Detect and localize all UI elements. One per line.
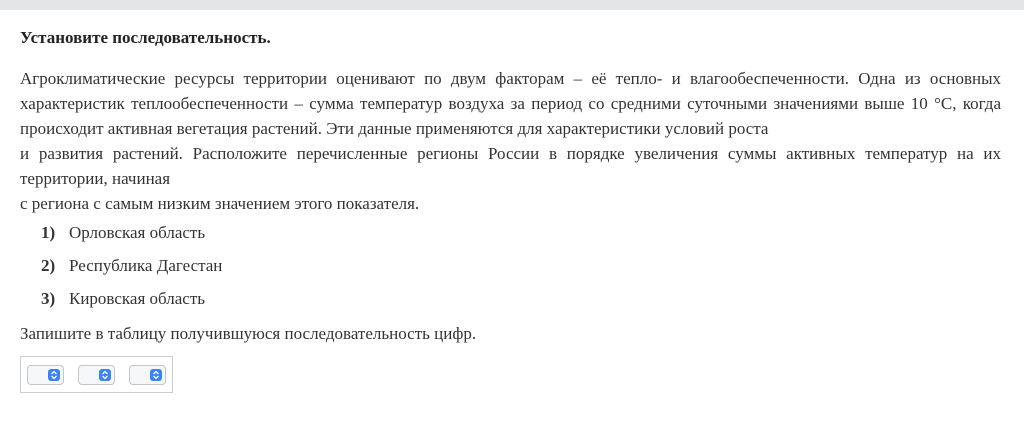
option-label: Кировская область [69,289,206,308]
options-list [20,220,1001,319]
answer-select-1[interactable] [27,365,64,385]
option-number: 2) [41,256,56,275]
updown-chevron-icon [48,369,60,381]
option-label: Орловская область [69,223,206,242]
updown-chevron-icon [150,369,162,381]
option-number: 1) [41,223,56,242]
instruction-text: Запишите в таблицу получившуюся последовательность цифр. [20,324,477,343]
task-paragraph-1: Агроклиматические ресурсы территории оценивают по двум факторам – её тепло- и влагообеспеченности. Одна из основных характеристик теплообеспеченности – сумма температур воздуха за период со средними суточными значениями выше 10 °С, когда происходит активная вегетация растений. Эти данные применяются для характеристики условий роста [20,69,1001,138]
option-number: 3) [41,289,56,308]
answer-select-2[interactable] [78,365,115,385]
option-item [41,286,1001,319]
option-item [41,253,1001,286]
task-content [20,10,1001,393]
answer-table [20,356,173,393]
task-paragraph-2: и развития растений. Расположите перечисленные регионы России в порядке увеличения суммы активных температур на их территории, начиная [20,144,1001,188]
task-paragraph-3: с региона с самым низким значением этого показателя. [20,194,420,213]
answer-select-3[interactable] [129,365,166,385]
option-item [41,220,1001,253]
task-title: Установите последовательность. [20,28,271,47]
top-bar [0,0,1024,10]
updown-chevron-icon [99,369,111,381]
option-label: Республика Дагестан [69,256,223,275]
